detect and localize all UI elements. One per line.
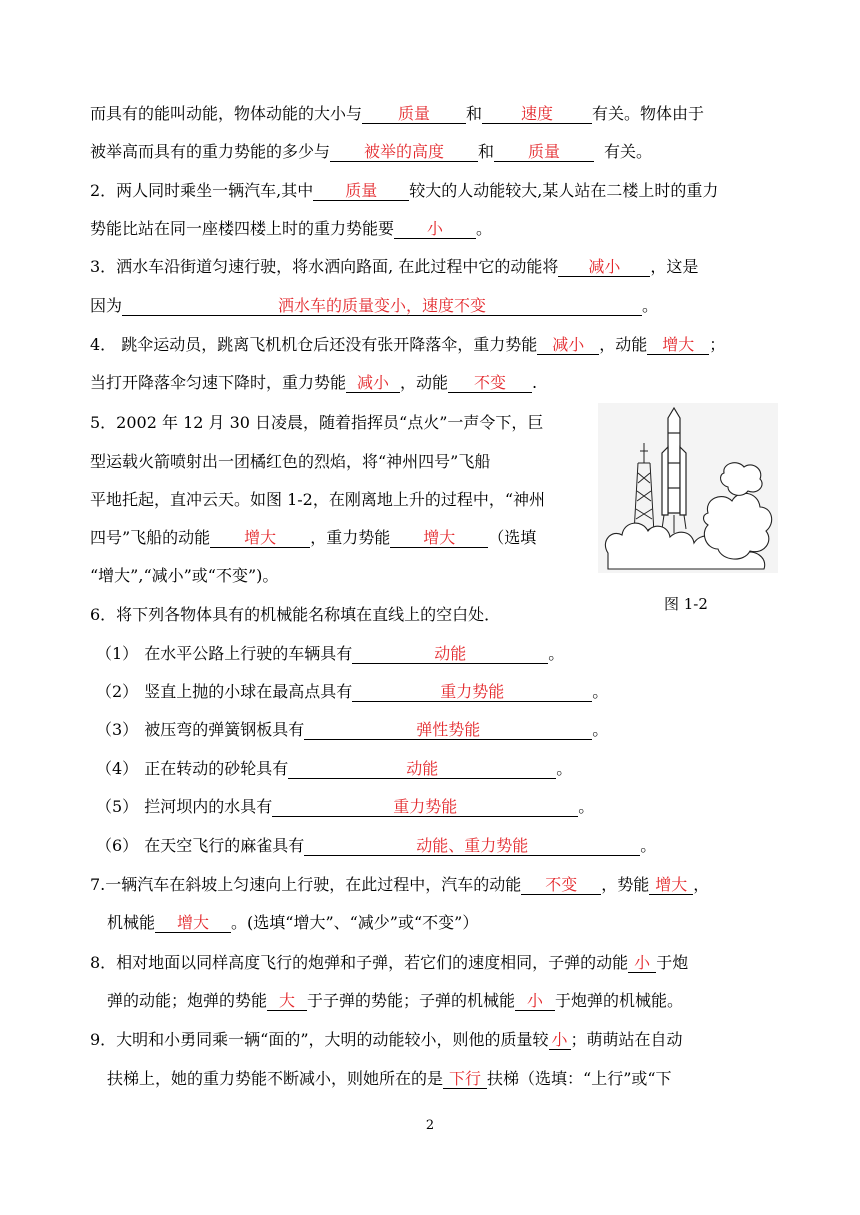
answer-blank [515, 992, 555, 1011]
text: 5．2002 年 12 月 30 日凌晨，随着指挥员“点火”一声令下，巨 [90, 413, 544, 432]
text: 。 [578, 797, 595, 816]
q8-line-1 [90, 953, 780, 975]
item-number: （3） [96, 720, 139, 739]
text: ，动能 [400, 373, 449, 392]
text: 7.一辆汽车在斜坡上匀速向上行驶，在此过程中，汽车的动能 [90, 875, 522, 894]
text: 。 [592, 720, 609, 739]
answer-text: 动能、重力势能 [416, 836, 529, 855]
text: 。(选填“增大”、“减少”或“不变”） [231, 913, 479, 932]
text: 因为 [90, 296, 123, 315]
text: 有关。 [604, 142, 653, 161]
text: ， [693, 875, 710, 894]
text: 。 [548, 644, 565, 663]
text: 竖直上抛的小球在最高点具有 [144, 682, 353, 701]
item-number: （5） [96, 797, 139, 816]
q5-line-4 [90, 528, 590, 550]
text: 在水平公路上行驶的车辆具有 [144, 644, 353, 663]
text: ，重力势能 [310, 528, 391, 547]
text: 拦河坝内的水具有 [144, 797, 273, 816]
answer-text: 动能 [434, 644, 467, 663]
q6-title [90, 605, 780, 627]
answer-text: 小 [527, 991, 544, 1010]
answer-blank [304, 721, 592, 740]
answer-blank [313, 182, 409, 201]
answer-blank [521, 876, 601, 895]
text: 和 [466, 104, 483, 123]
text: 6．将下列各物体具有的机械能名称填在直线上的空白处． [90, 605, 501, 624]
answer-blank [272, 798, 578, 817]
text: 四号”飞船的动能 [90, 528, 211, 547]
text: 。 [642, 296, 659, 315]
answer-blank [346, 374, 400, 393]
q5-line-5 [90, 566, 590, 588]
q8-line-2 [107, 991, 797, 1013]
answer-text: 减小 [552, 335, 585, 354]
rocket-figure [598, 403, 778, 573]
text: 有关。物体由于 [592, 104, 705, 123]
text: 势能比站在同一座楼四楼上时的重力势能要 [90, 219, 395, 238]
text: 被举高而具有的重力势能的多少与 [90, 142, 331, 161]
answer-blank [628, 954, 656, 973]
q6-item-6 [96, 836, 786, 858]
answer-blank [649, 876, 693, 895]
text: ，势能 [601, 875, 650, 894]
q9-line-1 [90, 1030, 780, 1052]
item-number: （1） [96, 644, 139, 663]
text: 。 [640, 836, 657, 855]
answer-text: 弹性势能 [416, 720, 481, 739]
q9-line-2 [107, 1069, 797, 1091]
text: ，这是 [650, 257, 699, 276]
answer-blank [362, 105, 466, 124]
answer-blank [558, 258, 650, 277]
answer-blank [537, 336, 599, 355]
answer-text: 小 [634, 953, 651, 972]
q6-item-2 [96, 682, 786, 704]
text: 8．相对地面以同样高度飞行的炮弹和子弹，若它们的速度相同，子弹的动能 [90, 953, 629, 972]
q1-line-2 [90, 142, 780, 164]
answer-blank [390, 529, 488, 548]
answer-text: 质量 [345, 181, 378, 200]
text: 3．洒水车沿街道匀速行驶，将水洒向路面, 在此过程中它的动能将 [90, 257, 559, 276]
text: 被压弯的弹簧钢板具有 [144, 720, 305, 739]
text: 而具有的能叫动能，物体动能的大小与 [90, 104, 363, 123]
q5-line-1 [90, 413, 590, 435]
answer-blank [549, 1031, 571, 1050]
rocket-launch-icon [598, 403, 778, 573]
text: 于炮 [656, 953, 689, 972]
text: 较大的人动能较大,某人站在二楼上时的重力 [409, 181, 719, 200]
q2-line-2 [90, 219, 780, 241]
text: 平地托起，直冲云天。如图 1-2，在刚离地上升的过程中，“神州 [90, 490, 546, 509]
answer-blank [448, 374, 532, 393]
answer-text: 被举的高度 [364, 142, 445, 161]
answer-text: 不变 [474, 373, 507, 392]
text: . [532, 373, 538, 392]
text: 扶梯（选填：“上行”或“下 [487, 1069, 672, 1088]
answer-text: 洒水车的质量变小，速度不变 [278, 296, 487, 315]
text: 机械能 [107, 913, 156, 932]
answer-text: 增大 [177, 913, 210, 932]
page-number: 2 [425, 1118, 435, 1133]
answer-blank [443, 1070, 487, 1089]
answer-text: 减小 [588, 257, 621, 276]
q6-item-3 [96, 720, 786, 742]
text: 。 [476, 219, 493, 238]
text: 4． 跳伞运动员，跳离飞机机仓后还没有张开降落伞，重力势能 [90, 335, 538, 354]
text: 正在转动的砂轮具有 [144, 759, 289, 778]
answer-text: 增大 [655, 875, 688, 894]
text: “增大”,“减小”或“不变”)。 [90, 566, 279, 585]
answer-blank [155, 914, 231, 933]
answer-text: 增大 [423, 528, 456, 547]
answer-blank [330, 143, 478, 162]
answer-blank [304, 837, 640, 856]
answer-text: 小 [427, 219, 444, 238]
item-number: （2） [96, 682, 139, 701]
figure-caption: 图 1-2 [664, 595, 708, 613]
item-number: （6） [96, 836, 139, 855]
text: 。 [556, 759, 573, 778]
q4-line-2 [90, 373, 780, 395]
answer-text: 质量 [398, 104, 431, 123]
q5-line-2 [90, 452, 590, 474]
answer-blank [352, 683, 592, 702]
text: 于子弹的势能；子弹的机械能 [307, 991, 516, 1010]
q7-line-1 [90, 875, 780, 897]
text: ，动能 [599, 335, 648, 354]
text: ； [709, 335, 726, 354]
text: 在天空飞行的麻雀具有 [144, 836, 305, 855]
answer-text: 增大 [662, 335, 695, 354]
answer-text: 大 [279, 991, 296, 1010]
q4-line-1 [90, 335, 780, 357]
answer-text: 重力势能 [393, 797, 458, 816]
q2-line-1 [90, 181, 780, 203]
answer-blank [647, 336, 709, 355]
text: （选填 [488, 528, 537, 547]
answer-text: 重力势能 [440, 682, 505, 701]
item-number: （4） [96, 759, 139, 778]
answer-blank [352, 645, 548, 664]
q5-line-3 [90, 490, 590, 512]
answer-blank [210, 529, 310, 548]
answer-text: 减小 [357, 373, 390, 392]
answer-text: 质量 [528, 142, 561, 161]
q7-line-2 [107, 913, 797, 935]
answer-blank [394, 220, 476, 239]
answer-text: 小 [551, 1030, 568, 1049]
text: 9．大明和小勇同乘一辆“面的”，大明的动能较小，则他的质量较 [90, 1030, 549, 1049]
text: 弹的动能；炮弹的势能 [107, 991, 268, 1010]
answer-text: 增大 [244, 528, 277, 547]
answer-text: 下行 [449, 1069, 482, 1088]
answer-blank [482, 105, 592, 124]
q6-item-1 [96, 644, 786, 666]
text: 扶梯上，她的重力势能不断减小，则她所在的是 [107, 1069, 444, 1088]
text: 型运载火箭喷射出一团橘红色的烈焰，将“神州四号”飞船 [90, 452, 491, 471]
text: 和 [478, 142, 495, 161]
text: 于炮弹的机械能。 [555, 991, 684, 1010]
answer-blank [494, 143, 594, 162]
answer-blank [288, 760, 556, 779]
answer-blank [267, 992, 307, 1011]
q6-item-4 [96, 759, 786, 781]
text: 当打开降落伞匀速下降时，重力势能 [90, 373, 347, 392]
answer-text: 不变 [545, 875, 578, 894]
q3-line-1 [90, 257, 780, 279]
text: 。 [592, 682, 609, 701]
answer-text: 动能 [406, 759, 439, 778]
answer-blank [122, 297, 642, 316]
q6-item-5 [96, 797, 786, 819]
q3-line-2 [90, 296, 780, 318]
text: 2．两人同时乘坐一辆汽车,其中 [90, 181, 314, 200]
q1-line-1 [90, 104, 780, 126]
text: ；萌萌站在自动 [570, 1030, 683, 1049]
answer-text: 速度 [521, 104, 554, 123]
